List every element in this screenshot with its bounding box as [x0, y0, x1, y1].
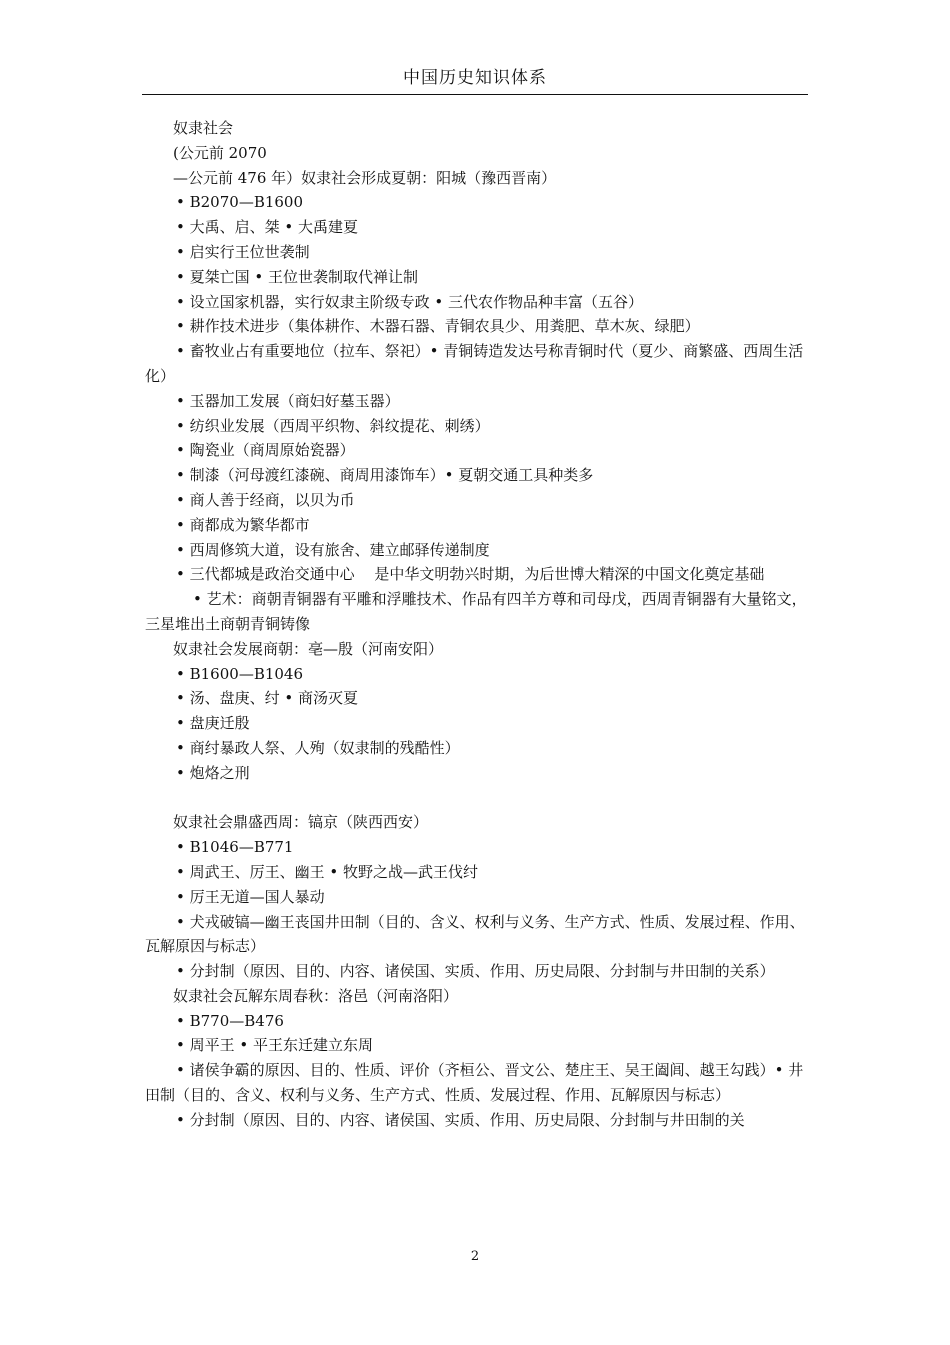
bullet-item: • 周武王、厉王、幽王 • 牧野之战—武王伐纣: [176, 862, 479, 881]
bullet-item: • 制漆（河母渡红漆碗、商周用漆饰车）• 夏朝交通工具种类多: [176, 466, 594, 485]
bullet-item: • 诸侯争霸的原因、目的、性质、评价（齐桓公、晋文公、楚庄王、吴王阖闾、越王勾践）• 井田制（目的、含义、权利与义务、生产方式、性质、发展过程、作用、瓦解原因与标志）: [145, 1061, 804, 1105]
bullet-item: • B1600—B1046: [176, 664, 304, 683]
bullet-item: • 分封制（原因、目的、内容、诸侯国、实质、作用、历史局限、分封制与井田制的关系）: [176, 962, 775, 981]
bullet-item: • 盘庚迁殷: [176, 714, 250, 733]
page-number: 2: [470, 1249, 480, 1264]
bullet-item: • B2070—B1600: [176, 193, 304, 212]
bullet-item: • 陶瓷业（商周原始瓷器）: [176, 441, 355, 460]
bullet-item: • B770—B476: [176, 1011, 284, 1030]
section-heading-western-zhou: 奴隶社会鼎盛西周：镐京（陕西西安）: [173, 813, 429, 832]
bullet-item: • 商人善于经商，以贝为币: [176, 490, 355, 509]
bullet-item: • 耕作技术进步（集体耕作、木器石器、青铜农具少、用粪肥、草木灰、绿肥）: [176, 317, 700, 336]
bullet-item: • 犬戎破镐—幽王丧国井田制（目的、含义、权利与义务、生产方式、性质、发展过程、作用、瓦解原因与标志）: [145, 912, 805, 956]
bullet-item: • 玉器加工发展（商妇好墓玉器）: [176, 391, 400, 410]
bullet-item: • 西周修筑大道，设有旅舍、建立邮驿传递制度: [176, 540, 490, 559]
bullet-item: • 汤、盘庚、纣 • 商汤灭夏: [176, 689, 359, 708]
bullet-item: • 畜牧业占有重要地位（拉车、祭祀）• 青铜铸造发达号称青铜时代（夏少、商繁盛、西周生活化）: [145, 342, 804, 385]
bullet-item: • 夏桀亡国 • 王位世袭制取代禅让制: [176, 267, 419, 286]
section-heading-eastern-zhou: 奴隶社会瓦解东周春秋：洛邑（河南洛阳）: [173, 986, 459, 1005]
blank-line: [145, 786, 809, 811]
bullet-item: • 启实行王位世袭制: [176, 242, 310, 261]
bullet-item: • 炮烙之刑: [176, 763, 250, 782]
section-heading-xia: —公元前 476 年）奴隶社会形成夏朝：阳城（豫西晋南）: [173, 168, 557, 187]
bullet-item: • 分封制（原因、目的、内容、诸侯国、实质、作用、历史局限、分封制与井田制的关: [176, 1110, 745, 1129]
header-divider: [142, 94, 808, 95]
bullet-item: • 大禹、启、桀 • 大禹建夏: [176, 218, 359, 237]
bullet-item: • 厉王无道—国人暴动: [176, 887, 325, 906]
bullet-item: • 三代都城是政治交通中心 是中华文明勃兴时期，为后世博大精深的中国文化奠定基础: [176, 565, 765, 584]
bullet-item: • 周平王 • 平王东迁建立东周: [176, 1036, 374, 1055]
bullet-item: • 商都成为繁华都市: [176, 515, 310, 534]
bullet-item: • 纺织业发展（西周平织物、斜纹提花、刺绣）: [176, 416, 490, 435]
page-header-title: 中国历史知识体系: [403, 68, 547, 88]
section-heading-shang: 奴隶社会发展商朝：亳—殷（河南安阳）: [173, 639, 444, 658]
bullet-item: • B1046—B771: [176, 838, 294, 857]
section-heading-slave-society: 奴隶社会: [173, 119, 234, 137]
bullet-item: • 艺术：商朝青铜器有平雕和浮雕技术、作品有四羊方尊和司母戊，西周青铜器有大量铭文，三星堆出土商朝青铜铸像: [145, 590, 807, 633]
bullet-item: • 商纣暴政人祭、人殉（奴隶制的残酷性）: [176, 738, 460, 757]
document-body: [145, 116, 809, 1133]
text-line: (公元前 2070: [173, 143, 267, 162]
bullet-item: • 设立国家机器，实行奴隶主阶级专政 • 三代农作物品种丰富（五谷）: [176, 292, 644, 311]
